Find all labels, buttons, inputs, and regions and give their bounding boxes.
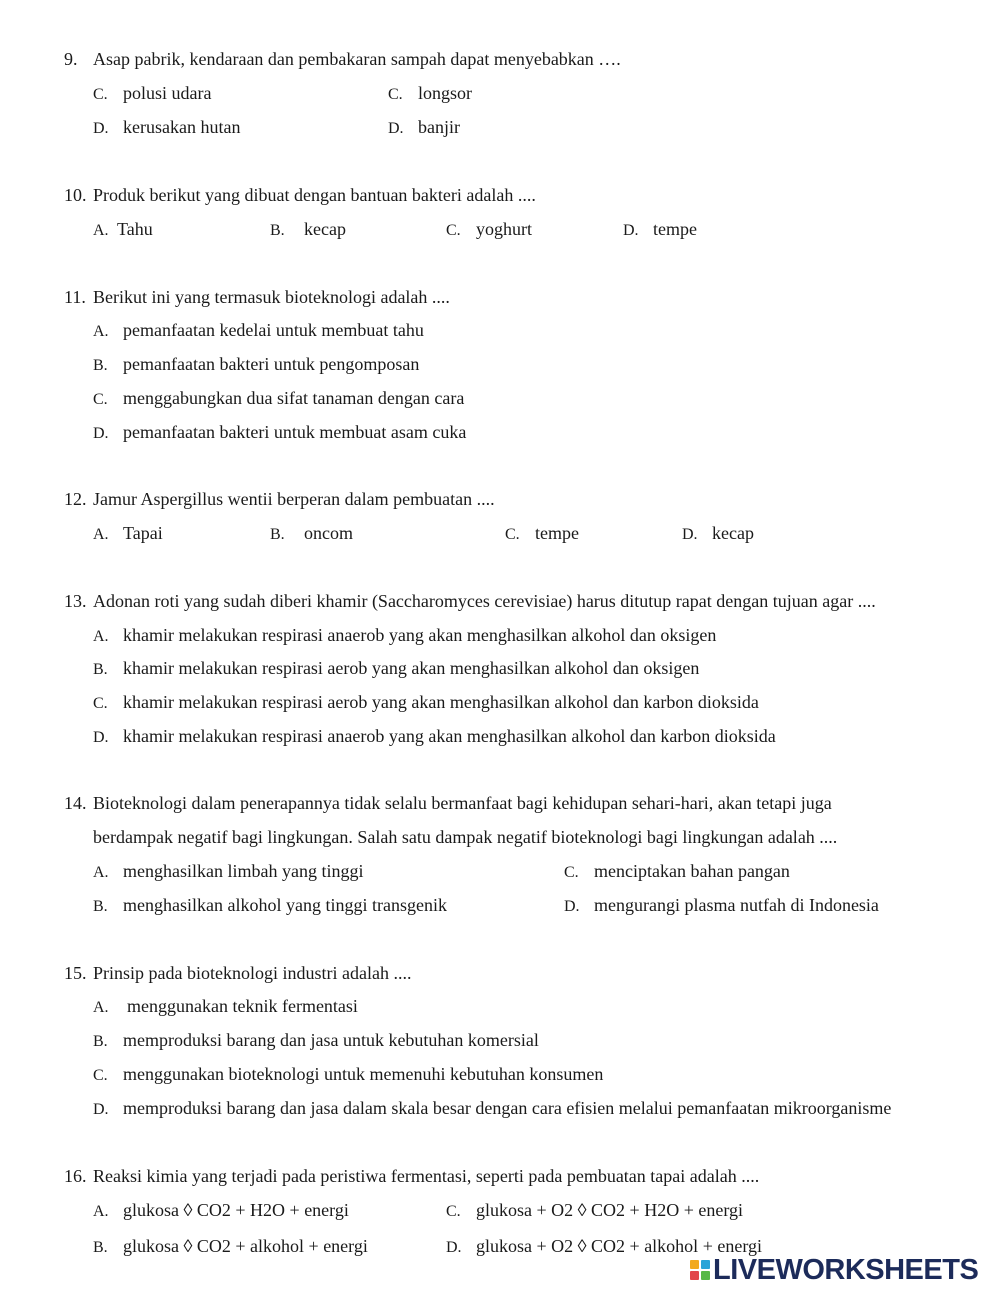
question-text: Adonan roti yang sudah diberi khamir (Saccharomyces cerevisiae) harus ditutup rapat dengan tujuan agar ....: [93, 591, 876, 611]
question-number: 15.: [64, 963, 87, 983]
option[interactable]: B. memproduksi barang dan jasa untuk kebutuhan komersial: [93, 1030, 539, 1050]
question-text: Asap pabrik, kendaraan dan pembakaran sampah dapat menyebabkan ….: [93, 49, 621, 69]
logo-mark-tile: [690, 1271, 699, 1280]
question-text: Berikut ini yang termasuk bioteknologi adalah ....: [93, 287, 450, 307]
question-15: [64, 962, 411, 984]
question-number: 10.: [64, 185, 87, 205]
option[interactable]: B. pemanfaatan bakteri untuk pengomposan: [93, 354, 420, 374]
option[interactable]: C. menggabungkan dua sifat tanaman dengan cara: [93, 388, 465, 408]
option[interactable]: C. longsor: [388, 83, 472, 103]
logo-mark-tile: [690, 1260, 699, 1269]
question-11: [64, 286, 450, 308]
option[interactable]: B. kecap: [270, 219, 346, 239]
option[interactable]: A. khamir melakukan respirasi anaerob yang akan menghasilkan alkohol dan oksigen: [93, 625, 717, 645]
option[interactable]: D. glukosa + O2 ◊ CO2 + alkohol + energi: [446, 1236, 762, 1256]
liveworksheets-logo: [690, 1254, 978, 1286]
question-text: Reaksi kimia yang terjadi pada peristiwa fermentasi, seperti pada pembuatan tapai adalah ....: [93, 1166, 760, 1186]
option[interactable]: B. menghasilkan alkohol yang tinggi transgenik: [93, 895, 447, 915]
option[interactable]: D. banjir: [388, 117, 460, 137]
option[interactable]: C. khamir melakukan respirasi aerob yang akan menghasilkan alkohol dan karbon dioksida: [93, 692, 759, 712]
option[interactable]: D. memproduksi barang dan jasa dalam skala besar dengan cara efisien melalui pemanfaatan mikroorganisme: [93, 1098, 892, 1118]
option[interactable]: A. menghasilkan limbah yang tinggi: [93, 861, 364, 881]
question-text: Prinsip pada bioteknologi industri adalah ....: [93, 963, 412, 983]
question-9: [64, 48, 621, 70]
question-text: Bioteknologi dalam penerapannya tidak selalu bermanfaat bagi kehidupan sehari-hari, akan tetapi juga: [93, 793, 832, 813]
logo-text: LIVEWORKSHEETS: [713, 1253, 979, 1286]
option[interactable]: A. glukosa ◊ CO2 + H2O + energi: [93, 1200, 349, 1220]
question-number: 16.: [64, 1166, 87, 1186]
question-number: 12.: [64, 489, 87, 509]
question-text: Produk berikut yang dibuat dengan bantuan bakteri adalah ....: [93, 185, 536, 205]
option[interactable]: A. pemanfaatan kedelai untuk membuat tahu: [93, 320, 424, 340]
question-number: 11.: [64, 287, 86, 307]
option[interactable]: D. pemanfaatan bakteri untuk membuat asam cuka: [93, 422, 467, 442]
question-text: Jamur Aspergillus wentii berperan dalam pembuatan ....: [93, 489, 495, 509]
option[interactable]: B. khamir melakukan respirasi aerob yang akan menghasilkan alkohol dan oksigen: [93, 658, 700, 678]
option[interactable]: B. glukosa ◊ CO2 + alkohol + energi: [93, 1236, 368, 1256]
option[interactable]: C. menciptakan bahan pangan: [564, 861, 790, 881]
option[interactable]: A. menggunakan teknik fermentasi: [93, 996, 358, 1016]
logo-mark-tile: [701, 1271, 710, 1280]
question-16: [64, 1165, 759, 1187]
question-14: [64, 792, 832, 814]
option[interactable]: D. kecap: [682, 523, 754, 543]
option[interactable]: D. mengurangi plasma nutfah di Indonesia: [564, 895, 879, 915]
option[interactable]: C. polusi udara: [93, 83, 212, 103]
option[interactable]: D. kerusakan hutan: [93, 117, 241, 137]
question-12: [64, 488, 495, 510]
option[interactable]: C. glukosa + O2 ◊ CO2 + H2O + energi: [446, 1200, 743, 1220]
question-number: 14.: [64, 793, 87, 813]
option[interactable]: A. Tapai: [93, 523, 163, 543]
option[interactable]: A. Tahu: [93, 219, 153, 239]
logo-mark-icon: [690, 1260, 710, 1280]
option[interactable]: C. menggunakan bioteknologi untuk memenuhi kebutuhan konsumen: [93, 1064, 604, 1084]
logo-mark-tile: [701, 1260, 710, 1269]
option[interactable]: C. yoghurt: [446, 219, 532, 239]
question-number: 9.: [64, 49, 78, 69]
question-text-continued: berdampak negatif bagi lingkungan. Salah satu dampak negatif bioteknologi bagi lingkungan adalah ....: [93, 827, 838, 847]
question-10: [64, 184, 536, 206]
question-number: 13.: [64, 591, 87, 611]
option[interactable]: D. tempe: [623, 219, 697, 239]
option[interactable]: B. oncom: [270, 523, 353, 543]
option[interactable]: C. tempe: [505, 523, 579, 543]
question-13: [64, 590, 876, 612]
option[interactable]: D. khamir melakukan respirasi anaerob yang akan menghasilkan alkohol dan karbon dioksida: [93, 726, 776, 746]
